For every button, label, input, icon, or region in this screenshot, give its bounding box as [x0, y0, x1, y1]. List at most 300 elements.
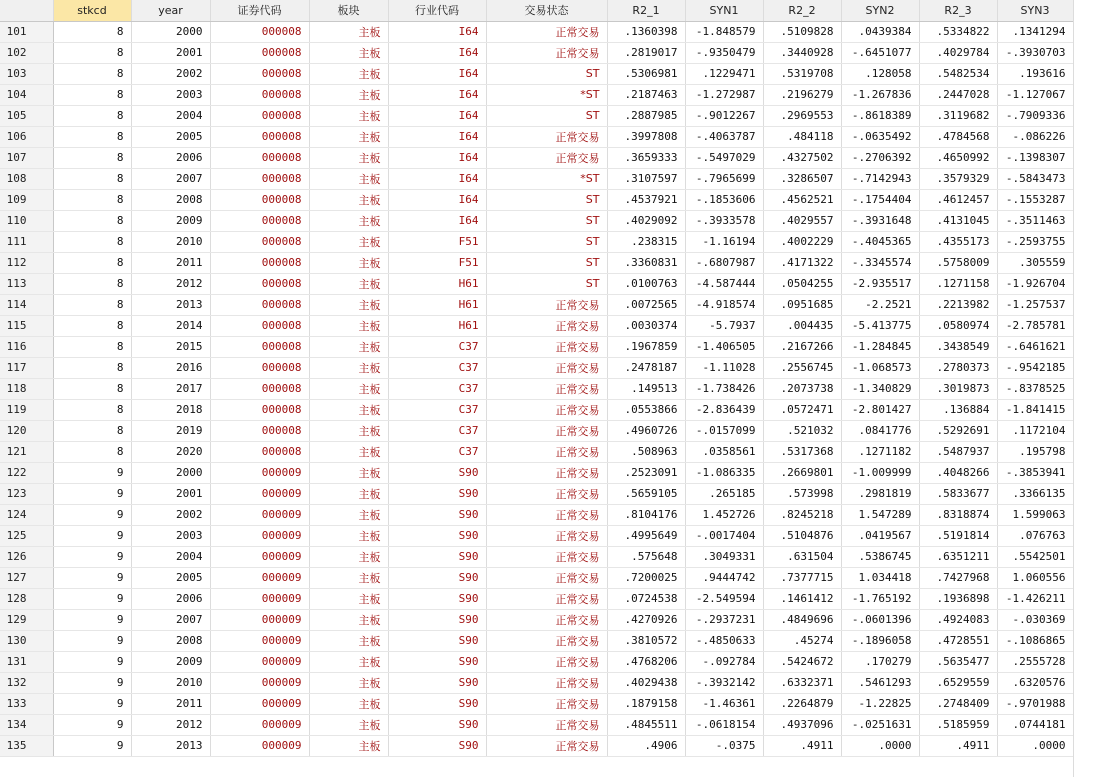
cell-r2-2[interactable]: .484118 — [763, 126, 841, 147]
cell-syn2[interactable]: -.6451077 — [841, 42, 919, 63]
cell-r2-3[interactable]: .5758009 — [919, 252, 997, 273]
cell-year[interactable]: 2002 — [131, 504, 210, 525]
cell-security-code[interactable]: 000008 — [210, 441, 309, 462]
cell-syn1[interactable]: -1.738426 — [685, 378, 763, 399]
cell-syn3[interactable]: -.1086865 — [997, 630, 1073, 651]
cell-syn3[interactable]: .195798 — [997, 441, 1073, 462]
row-number[interactable]: 107 — [0, 147, 53, 168]
row-number[interactable]: 127 — [0, 567, 53, 588]
cell-syn2[interactable]: -5.413775 — [841, 315, 919, 336]
cell-r2-3[interactable]: .1936898 — [919, 588, 997, 609]
cell-board[interactable]: 主板 — [309, 126, 388, 147]
cell-syn2[interactable]: .2981819 — [841, 483, 919, 504]
cell-year[interactable]: 2009 — [131, 651, 210, 672]
cell-r2-2[interactable]: .2969553 — [763, 105, 841, 126]
cell-syn3[interactable]: 1.599063 — [997, 504, 1073, 525]
cell-r2-2[interactable]: .4562521 — [763, 189, 841, 210]
cell-r2-3[interactable]: .4355173 — [919, 231, 997, 252]
cell-syn2[interactable]: -.0601396 — [841, 609, 919, 630]
cell-syn3[interactable]: .0000 — [997, 735, 1073, 756]
cell-r2-1[interactable]: .4995649 — [607, 525, 685, 546]
cell-year[interactable]: 2013 — [131, 735, 210, 756]
row-number[interactable]: 113 — [0, 273, 53, 294]
cell-r2-2[interactable]: .8245218 — [763, 504, 841, 525]
cell-year[interactable]: 2008 — [131, 189, 210, 210]
cell-stkcd[interactable]: 9 — [53, 651, 131, 672]
cell-syn1[interactable]: -.4063787 — [685, 126, 763, 147]
row-number[interactable]: 116 — [0, 336, 53, 357]
cell-security-code[interactable]: 000008 — [210, 42, 309, 63]
cell-security-code[interactable]: 000008 — [210, 252, 309, 273]
cell-syn2[interactable]: -2.935517 — [841, 273, 919, 294]
cell-r2-3[interactable]: .6529559 — [919, 672, 997, 693]
cell-syn3[interactable]: .1172104 — [997, 420, 1073, 441]
cell-board[interactable]: 主板 — [309, 252, 388, 273]
cell-syn3[interactable]: .0744181 — [997, 714, 1073, 735]
cell-r2-1[interactable]: .4270926 — [607, 609, 685, 630]
cell-year[interactable]: 2016 — [131, 357, 210, 378]
cell-r2-3[interactable]: .5635477 — [919, 651, 997, 672]
cell-board[interactable]: 主板 — [309, 336, 388, 357]
cell-trade-status[interactable]: 正常交易 — [486, 126, 607, 147]
cell-syn1[interactable]: -1.086335 — [685, 462, 763, 483]
cell-trade-status[interactable]: 正常交易 — [486, 546, 607, 567]
cell-r2-1[interactable]: .7200025 — [607, 567, 685, 588]
cell-syn2[interactable]: .0841776 — [841, 420, 919, 441]
cell-r2-3[interactable]: .6351211 — [919, 546, 997, 567]
table-row[interactable] — [0, 315, 1073, 336]
cell-syn1[interactable]: -.9012267 — [685, 105, 763, 126]
cell-syn1[interactable]: -.2937231 — [685, 609, 763, 630]
table-row[interactable] — [0, 735, 1073, 756]
cell-board[interactable]: 主板 — [309, 315, 388, 336]
cell-trade-status[interactable]: 正常交易 — [486, 651, 607, 672]
cell-syn2[interactable]: 1.547289 — [841, 504, 919, 525]
cell-r2-1[interactable]: .0030374 — [607, 315, 685, 336]
cell-stkcd[interactable]: 9 — [53, 462, 131, 483]
cell-year[interactable]: 2004 — [131, 105, 210, 126]
cell-r2-1[interactable]: .238315 — [607, 231, 685, 252]
cell-industry-code[interactable]: S90 — [388, 651, 486, 672]
row-number[interactable]: 134 — [0, 714, 53, 735]
cell-stkcd[interactable]: 8 — [53, 399, 131, 420]
cell-board[interactable]: 主板 — [309, 714, 388, 735]
column-header-stkcd[interactable]: stkcd — [53, 0, 131, 21]
cell-syn2[interactable]: -.1754404 — [841, 189, 919, 210]
cell-board[interactable]: 主板 — [309, 357, 388, 378]
cell-security-code[interactable]: 000008 — [210, 420, 309, 441]
cell-industry-code[interactable]: C37 — [388, 420, 486, 441]
cell-stkcd[interactable]: 9 — [53, 693, 131, 714]
cell-r2-2[interactable]: .2196279 — [763, 84, 841, 105]
cell-r2-2[interactable]: .5317368 — [763, 441, 841, 462]
cell-syn3[interactable]: -1.257537 — [997, 294, 1073, 315]
row-number[interactable]: 135 — [0, 735, 53, 756]
cell-trade-status[interactable]: ST — [486, 189, 607, 210]
cell-r2-1[interactable]: .3997808 — [607, 126, 685, 147]
row-number[interactable]: 108 — [0, 168, 53, 189]
cell-stkcd[interactable]: 8 — [53, 63, 131, 84]
row-number[interactable]: 123 — [0, 483, 53, 504]
cell-industry-code[interactable]: S90 — [388, 672, 486, 693]
column-header-syn1[interactable]: SYN1 — [685, 0, 763, 21]
table-row[interactable] — [0, 672, 1073, 693]
cell-security-code[interactable]: 000008 — [210, 126, 309, 147]
cell-syn3[interactable]: .3366135 — [997, 483, 1073, 504]
table-row[interactable] — [0, 546, 1073, 567]
cell-stkcd[interactable]: 8 — [53, 378, 131, 399]
cell-r2-1[interactable]: .4029092 — [607, 210, 685, 231]
cell-syn1[interactable]: -4.587444 — [685, 273, 763, 294]
cell-syn3[interactable]: .193616 — [997, 63, 1073, 84]
cell-r2-2[interactable]: .5104876 — [763, 525, 841, 546]
cell-r2-3[interactable]: .136884 — [919, 399, 997, 420]
cell-r2-3[interactable]: .2447028 — [919, 84, 997, 105]
cell-year[interactable]: 2006 — [131, 147, 210, 168]
cell-security-code[interactable]: 000009 — [210, 714, 309, 735]
row-number[interactable]: 125 — [0, 525, 53, 546]
cell-r2-3[interactable]: .5833677 — [919, 483, 997, 504]
cell-board[interactable]: 主板 — [309, 168, 388, 189]
cell-r2-3[interactable]: .2748409 — [919, 693, 997, 714]
cell-syn1[interactable]: -.0375 — [685, 735, 763, 756]
table-row[interactable] — [0, 294, 1073, 315]
row-number[interactable]: 103 — [0, 63, 53, 84]
cell-r2-2[interactable]: .0951685 — [763, 294, 841, 315]
table-row[interactable] — [0, 420, 1073, 441]
cell-r2-1[interactable]: .0072565 — [607, 294, 685, 315]
cell-board[interactable]: 主板 — [309, 441, 388, 462]
cell-trade-status[interactable]: 正常交易 — [486, 420, 607, 441]
cell-r2-2[interactable]: .5424672 — [763, 651, 841, 672]
cell-industry-code[interactable]: S90 — [388, 546, 486, 567]
cell-industry-code[interactable]: I64 — [388, 42, 486, 63]
cell-year[interactable]: 2014 — [131, 315, 210, 336]
cell-r2-1[interactable]: .4906 — [607, 735, 685, 756]
table-row[interactable] — [0, 126, 1073, 147]
cell-r2-2[interactable]: .3286507 — [763, 168, 841, 189]
cell-security-code[interactable]: 000008 — [210, 210, 309, 231]
cell-syn1[interactable]: -.3933578 — [685, 210, 763, 231]
row-number[interactable]: 115 — [0, 315, 53, 336]
column-header-syn2[interactable]: SYN2 — [841, 0, 919, 21]
table-row[interactable] — [0, 693, 1073, 714]
cell-board[interactable]: 主板 — [309, 105, 388, 126]
cell-stkcd[interactable]: 8 — [53, 336, 131, 357]
cell-trade-status[interactable]: 正常交易 — [486, 525, 607, 546]
cell-industry-code[interactable]: H61 — [388, 273, 486, 294]
table-row[interactable] — [0, 609, 1073, 630]
cell-stkcd[interactable]: 9 — [53, 567, 131, 588]
cell-r2-1[interactable]: .2819017 — [607, 42, 685, 63]
table-row[interactable] — [0, 504, 1073, 525]
cell-year[interactable]: 2010 — [131, 672, 210, 693]
cell-r2-2[interactable]: .1461412 — [763, 588, 841, 609]
cell-year[interactable]: 2002 — [131, 63, 210, 84]
table-row[interactable] — [0, 189, 1073, 210]
table-row[interactable] — [0, 273, 1073, 294]
cell-year[interactable]: 2011 — [131, 693, 210, 714]
cell-year[interactable]: 2011 — [131, 252, 210, 273]
cell-r2-2[interactable]: .5109828 — [763, 21, 841, 42]
cell-year[interactable]: 2004 — [131, 546, 210, 567]
cell-board[interactable]: 主板 — [309, 525, 388, 546]
column-header-r2-2[interactable]: R2_2 — [763, 0, 841, 21]
cell-r2-2[interactable]: .2167266 — [763, 336, 841, 357]
cell-syn3[interactable]: -.5843473 — [997, 168, 1073, 189]
table-row[interactable] — [0, 588, 1073, 609]
cell-syn2[interactable]: -.2706392 — [841, 147, 919, 168]
cell-industry-code[interactable]: C37 — [388, 336, 486, 357]
cell-year[interactable]: 2017 — [131, 378, 210, 399]
row-number[interactable]: 111 — [0, 231, 53, 252]
row-number[interactable]: 129 — [0, 609, 53, 630]
cell-industry-code[interactable]: I64 — [388, 21, 486, 42]
cell-security-code[interactable]: 000008 — [210, 105, 309, 126]
cell-syn2[interactable]: -.4045365 — [841, 231, 919, 252]
cell-security-code[interactable]: 000009 — [210, 630, 309, 651]
cell-r2-2[interactable]: .521032 — [763, 420, 841, 441]
column-header-industry-code[interactable]: 行业代码 — [388, 0, 486, 21]
column-header-board[interactable]: 板块 — [309, 0, 388, 21]
row-number[interactable]: 131 — [0, 651, 53, 672]
cell-r2-3[interactable]: .4911 — [919, 735, 997, 756]
cell-security-code[interactable]: 000008 — [210, 189, 309, 210]
cell-r2-3[interactable]: .4029784 — [919, 42, 997, 63]
cell-board[interactable]: 主板 — [309, 42, 388, 63]
table-row[interactable] — [0, 462, 1073, 483]
cell-syn2[interactable]: .5461293 — [841, 672, 919, 693]
cell-r2-3[interactable]: .5292691 — [919, 420, 997, 441]
cell-syn1[interactable]: -1.848579 — [685, 21, 763, 42]
cell-industry-code[interactable]: C37 — [388, 441, 486, 462]
cell-year[interactable]: 2005 — [131, 126, 210, 147]
row-number[interactable]: 121 — [0, 441, 53, 462]
cell-trade-status[interactable]: 正常交易 — [486, 441, 607, 462]
column-header-year[interactable]: year — [131, 0, 210, 21]
cell-industry-code[interactable]: I64 — [388, 84, 486, 105]
cell-industry-code[interactable]: H61 — [388, 294, 486, 315]
cell-board[interactable]: 主板 — [309, 630, 388, 651]
cell-syn1[interactable]: -.1853606 — [685, 189, 763, 210]
cell-security-code[interactable]: 000008 — [210, 336, 309, 357]
cell-syn1[interactable]: -.3932142 — [685, 672, 763, 693]
cell-stkcd[interactable]: 8 — [53, 294, 131, 315]
row-number[interactable]: 112 — [0, 252, 53, 273]
cell-r2-2[interactable]: .5319708 — [763, 63, 841, 84]
cell-stkcd[interactable]: 8 — [53, 189, 131, 210]
cell-r2-3[interactable]: .3438549 — [919, 336, 997, 357]
row-number[interactable]: 106 — [0, 126, 53, 147]
cell-syn3[interactable]: -1.841415 — [997, 399, 1073, 420]
cell-industry-code[interactable]: S90 — [388, 693, 486, 714]
cell-year[interactable]: 2001 — [131, 42, 210, 63]
row-number[interactable]: 102 — [0, 42, 53, 63]
cell-trade-status[interactable]: ST — [486, 105, 607, 126]
cell-r2-2[interactable]: .0504255 — [763, 273, 841, 294]
cell-syn2[interactable]: -1.009999 — [841, 462, 919, 483]
cell-board[interactable]: 主板 — [309, 672, 388, 693]
cell-board[interactable]: 主板 — [309, 735, 388, 756]
cell-industry-code[interactable]: C37 — [388, 399, 486, 420]
cell-syn1[interactable]: -1.406505 — [685, 336, 763, 357]
cell-syn2[interactable]: -2.801427 — [841, 399, 919, 420]
cell-stkcd[interactable]: 8 — [53, 105, 131, 126]
cell-year[interactable]: 2003 — [131, 525, 210, 546]
cell-security-code[interactable]: 000008 — [210, 84, 309, 105]
cell-syn1[interactable]: .0358561 — [685, 441, 763, 462]
table-row[interactable] — [0, 378, 1073, 399]
cell-industry-code[interactable]: S90 — [388, 630, 486, 651]
cell-stkcd[interactable]: 8 — [53, 210, 131, 231]
cell-syn1[interactable]: -5.7937 — [685, 315, 763, 336]
table-row[interactable] — [0, 105, 1073, 126]
cell-trade-status[interactable]: 正常交易 — [486, 336, 607, 357]
cell-r2-3[interactable]: .4784568 — [919, 126, 997, 147]
cell-syn3[interactable]: .5542501 — [997, 546, 1073, 567]
cell-r2-1[interactable]: .5306981 — [607, 63, 685, 84]
cell-security-code[interactable]: 000008 — [210, 147, 309, 168]
cell-r2-1[interactable]: .0553866 — [607, 399, 685, 420]
cell-syn2[interactable]: .5386745 — [841, 546, 919, 567]
cell-r2-3[interactable]: .2780373 — [919, 357, 997, 378]
cell-syn1[interactable]: -.0017404 — [685, 525, 763, 546]
cell-r2-1[interactable]: .8104176 — [607, 504, 685, 525]
cell-r2-3[interactable]: .1271158 — [919, 273, 997, 294]
cell-trade-status[interactable]: 正常交易 — [486, 567, 607, 588]
cell-r2-1[interactable]: .2887985 — [607, 105, 685, 126]
table-row[interactable] — [0, 714, 1073, 735]
cell-syn3[interactable]: -1.127067 — [997, 84, 1073, 105]
cell-board[interactable]: 主板 — [309, 147, 388, 168]
cell-stkcd[interactable]: 8 — [53, 252, 131, 273]
table-row[interactable] — [0, 252, 1073, 273]
cell-industry-code[interactable]: I64 — [388, 168, 486, 189]
cell-r2-2[interactable]: .2556745 — [763, 357, 841, 378]
row-number[interactable]: 117 — [0, 357, 53, 378]
cell-r2-3[interactable]: .2213982 — [919, 294, 997, 315]
cell-syn2[interactable]: -1.284845 — [841, 336, 919, 357]
cell-r2-1[interactable]: .1360398 — [607, 21, 685, 42]
cell-r2-1[interactable]: .508963 — [607, 441, 685, 462]
cell-r2-2[interactable]: .4002229 — [763, 231, 841, 252]
cell-stkcd[interactable]: 8 — [53, 21, 131, 42]
cell-r2-2[interactable]: .3440928 — [763, 42, 841, 63]
cell-syn3[interactable]: -.030369 — [997, 609, 1073, 630]
cell-syn3[interactable]: -1.426211 — [997, 588, 1073, 609]
cell-r2-1[interactable]: .4845511 — [607, 714, 685, 735]
cell-security-code[interactable]: 000008 — [210, 399, 309, 420]
cell-syn1[interactable]: .1229471 — [685, 63, 763, 84]
cell-year[interactable]: 2008 — [131, 630, 210, 651]
cell-r2-3[interactable]: .7427968 — [919, 567, 997, 588]
cell-board[interactable]: 主板 — [309, 21, 388, 42]
cell-syn3[interactable]: -.9701988 — [997, 693, 1073, 714]
cell-stkcd[interactable]: 8 — [53, 231, 131, 252]
cell-board[interactable]: 主板 — [309, 483, 388, 504]
cell-security-code[interactable]: 000009 — [210, 735, 309, 756]
cell-trade-status[interactable]: *ST — [486, 84, 607, 105]
cell-r2-1[interactable]: .3659333 — [607, 147, 685, 168]
row-number[interactable]: 126 — [0, 546, 53, 567]
cell-board[interactable]: 主板 — [309, 231, 388, 252]
cell-syn2[interactable]: -1.765192 — [841, 588, 919, 609]
cell-trade-status[interactable]: 正常交易 — [486, 609, 607, 630]
cell-security-code[interactable]: 000009 — [210, 504, 309, 525]
cell-syn1[interactable]: -2.549594 — [685, 588, 763, 609]
cell-syn1[interactable]: .9444742 — [685, 567, 763, 588]
cell-r2-2[interactable]: .4937096 — [763, 714, 841, 735]
row-number[interactable]: 122 — [0, 462, 53, 483]
table-row[interactable] — [0, 630, 1073, 651]
cell-syn1[interactable]: -.092784 — [685, 651, 763, 672]
cell-syn2[interactable]: -2.2521 — [841, 294, 919, 315]
cell-industry-code[interactable]: S90 — [388, 735, 486, 756]
cell-board[interactable]: 主板 — [309, 378, 388, 399]
cell-security-code[interactable]: 000009 — [210, 525, 309, 546]
table-row[interactable] — [0, 483, 1073, 504]
cell-board[interactable]: 主板 — [309, 504, 388, 525]
cell-year[interactable]: 2006 — [131, 588, 210, 609]
cell-r2-3[interactable]: .4728551 — [919, 630, 997, 651]
cell-industry-code[interactable]: S90 — [388, 567, 486, 588]
cell-r2-2[interactable]: .4327502 — [763, 147, 841, 168]
cell-stkcd[interactable]: 8 — [53, 84, 131, 105]
cell-industry-code[interactable]: S90 — [388, 588, 486, 609]
table-row[interactable] — [0, 336, 1073, 357]
cell-trade-status[interactable]: 正常交易 — [486, 399, 607, 420]
table-row[interactable] — [0, 21, 1073, 42]
cell-r2-2[interactable]: .631504 — [763, 546, 841, 567]
cell-syn2[interactable]: -.0251631 — [841, 714, 919, 735]
row-number[interactable]: 120 — [0, 420, 53, 441]
cell-r2-1[interactable]: .149513 — [607, 378, 685, 399]
cell-syn2[interactable]: .0000 — [841, 735, 919, 756]
cell-syn3[interactable]: -.2593755 — [997, 231, 1073, 252]
cell-board[interactable]: 主板 — [309, 294, 388, 315]
cell-syn1[interactable]: -.9350479 — [685, 42, 763, 63]
cell-r2-2[interactable]: .4029557 — [763, 210, 841, 231]
cell-stkcd[interactable]: 8 — [53, 42, 131, 63]
cell-year[interactable]: 2019 — [131, 420, 210, 441]
cell-syn2[interactable]: -.0635492 — [841, 126, 919, 147]
cell-syn1[interactable]: .265185 — [685, 483, 763, 504]
cell-year[interactable]: 2012 — [131, 714, 210, 735]
cell-stkcd[interactable]: 9 — [53, 735, 131, 756]
cell-r2-3[interactable]: .4924083 — [919, 609, 997, 630]
column-header-trade-status[interactable]: 交易状态 — [486, 0, 607, 21]
cell-stkcd[interactable]: 9 — [53, 546, 131, 567]
cell-trade-status[interactable]: 正常交易 — [486, 588, 607, 609]
cell-r2-2[interactable]: .4171322 — [763, 252, 841, 273]
cell-trade-status[interactable]: ST — [486, 273, 607, 294]
cell-syn3[interactable]: 1.060556 — [997, 567, 1073, 588]
cell-r2-1[interactable]: .0100763 — [607, 273, 685, 294]
cell-year[interactable]: 2003 — [131, 84, 210, 105]
cell-board[interactable]: 主板 — [309, 210, 388, 231]
cell-board[interactable]: 主板 — [309, 693, 388, 714]
cell-syn2[interactable]: -1.340829 — [841, 378, 919, 399]
cell-industry-code[interactable]: S90 — [388, 609, 486, 630]
cell-industry-code[interactable]: S90 — [388, 504, 486, 525]
cell-syn2[interactable]: -.1896058 — [841, 630, 919, 651]
table-row[interactable] — [0, 63, 1073, 84]
cell-syn1[interactable]: -.6807987 — [685, 252, 763, 273]
cell-r2-2[interactable]: .2073738 — [763, 378, 841, 399]
cell-security-code[interactable]: 000009 — [210, 609, 309, 630]
cell-security-code[interactable]: 000009 — [210, 693, 309, 714]
cell-r2-1[interactable]: .4768206 — [607, 651, 685, 672]
